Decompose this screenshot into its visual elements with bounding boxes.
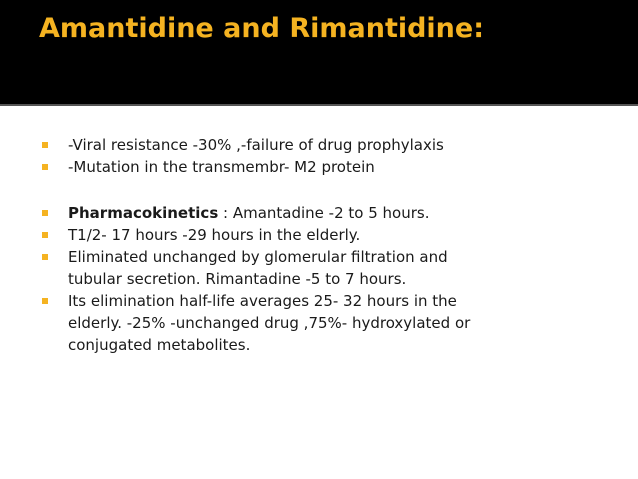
bullet-item	[42, 156, 622, 178]
title-divider	[0, 104, 638, 106]
bullet-text-line: tubular secretion. Rimantadine -5 to 7 hours.	[68, 270, 407, 288]
bullet-text-line: Its elimination half-life averages 25- 32 hours in the	[68, 292, 457, 310]
title-bar	[0, 0, 638, 104]
bullet-item	[42, 224, 622, 246]
bullet-text-line: Eliminated unchanged by glomerular filtration and	[68, 248, 448, 266]
bullet-text: -Viral resistance -30% ,-failure of drug prophylaxis	[68, 136, 444, 154]
bullet-text: : Amantadine -2 to 5 hours.	[218, 204, 430, 222]
bullet-text-line: conjugated metabolites.	[68, 336, 251, 354]
bullet-item	[42, 290, 622, 356]
bullet-item	[42, 202, 622, 224]
bullet-text: T1/2- 17 hours -29 hours in the elderly.	[68, 226, 361, 244]
bullet-item	[42, 134, 622, 156]
bullet-item	[42, 246, 622, 290]
bullet-text-line: elderly. -25% -unchanged drug ,75%- hydroxylated or	[68, 314, 471, 332]
bullet-spacer	[42, 178, 622, 202]
bullet-text: -Mutation in the transmembr- M2 protein	[68, 158, 375, 176]
bullet-list	[42, 134, 622, 356]
bullet-heading: Pharmacokinetics	[68, 204, 219, 222]
slide-title: Amantidine and Rimantidine:	[39, 13, 485, 44]
